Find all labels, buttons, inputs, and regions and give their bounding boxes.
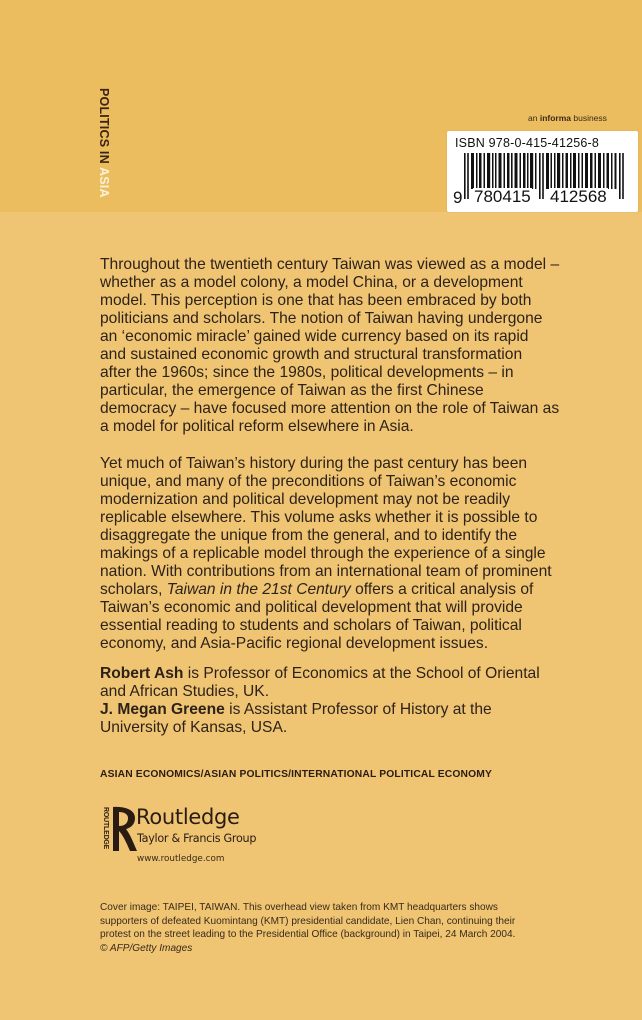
text-line: nation. With contributions from an international team of prominent bbox=[100, 563, 552, 580]
tagline-brand: informa bbox=[539, 113, 571, 123]
text-line: economy, and Asia-Pacific regional development issues. bbox=[100, 635, 489, 652]
blurb-paragraph-2 bbox=[100, 455, 550, 653]
text-line: Throughout the twentieth century Taiwan was viewed as a model – bbox=[100, 256, 560, 273]
text-line: makings of a replicable model through the experience of a single bbox=[100, 545, 546, 562]
cover-image-credit bbox=[100, 901, 515, 955]
publisher-name: Routledge bbox=[136, 805, 240, 829]
publisher-tagline bbox=[528, 113, 607, 123]
author-bio-line: University of Kansas, USA. bbox=[100, 719, 288, 736]
author-bio-text: is Assistant Professor of History at the bbox=[224, 701, 492, 718]
text-fragment: scholars, bbox=[100, 581, 167, 598]
text-line: and sustained economic growth and structural transformation bbox=[100, 346, 523, 363]
series-title-part2: ASIA bbox=[97, 167, 111, 198]
author-name: Robert Ash bbox=[100, 665, 184, 682]
text-line: disaggregate the unique from the general, and to identify the bbox=[100, 527, 517, 544]
logo-vertical-text: ROUTLEDGE bbox=[102, 807, 109, 850]
text-line: essential reading to students and scholars of Taiwan, political bbox=[100, 617, 522, 634]
text-line-with-title bbox=[100, 581, 550, 599]
tagline-prefix: an bbox=[528, 113, 540, 123]
blurb-paragraph-1 bbox=[100, 256, 560, 436]
book-title: Taiwan in the 21st Century bbox=[166, 581, 351, 598]
subject-categories: ASIAN ECONOMICS/ASIAN POLITICS/INTERNATIONAL POLITICAL ECONOMY bbox=[100, 769, 493, 780]
credit-line: protest on the street leading to the Presidential Office (background) in Taipei, 24 March 2004. bbox=[100, 929, 516, 940]
text-line: an ‘economic miracle’ gained wide currency based on its rapid bbox=[100, 328, 529, 345]
author-bio-line: and African Studies, UK. bbox=[100, 683, 270, 700]
credit-line: supporters of defeated Kuomintang (KMT) presidential candidate, Lien Chan, continuing their bbox=[100, 915, 516, 927]
text-line: Yet much of Taiwan’s history during the past century has been bbox=[100, 455, 528, 472]
text-line: democracy – have focused more attention on the role of Taiwan as bbox=[100, 400, 560, 417]
text-line: modernization and political development may not be readily bbox=[100, 491, 511, 508]
credit-line: Cover image: TAIPEI, TAIWAN. This overhead view taken from KMT headquarters shows bbox=[100, 902, 498, 913]
author-bios bbox=[100, 665, 550, 737]
ean-right-digits: 412568 bbox=[550, 187, 607, 206]
series-title-part1: POLITICS IN bbox=[97, 88, 111, 168]
publisher-url[interactable]: www.routledge.com bbox=[137, 854, 225, 864]
isbn-label: ISBN 978-0-415-41256-8 bbox=[455, 136, 600, 150]
text-line: model. This perception is one that has been embraced by both bbox=[100, 292, 532, 309]
publisher-group: Taylor & Francis Group bbox=[137, 832, 257, 845]
photo-copyright: © AFP/Getty Images bbox=[100, 942, 193, 954]
text-line: a model for political reform elsewhere in Asia. bbox=[100, 418, 414, 435]
author-bio-text: is Professor of Economics at the School of Oriental bbox=[183, 665, 540, 682]
text-fragment: offers a critical analysis of bbox=[350, 581, 534, 598]
text-line: particular, the emergence of Taiwan as the first Chinese bbox=[100, 382, 484, 399]
text-line: Taiwan’s economic and political development that will provide bbox=[100, 599, 523, 616]
text-line: politicians and scholars. The notion of Taiwan having undergone bbox=[100, 310, 543, 327]
text-line: replicable elsewhere. This volume asks whether it is possible to bbox=[100, 509, 538, 526]
series-title-vertical bbox=[96, 88, 112, 200]
author-bio-line bbox=[100, 665, 550, 683]
ean-first-digit: 9 bbox=[453, 188, 463, 207]
tagline-suffix: business bbox=[571, 113, 607, 123]
isbn-barcode bbox=[447, 131, 638, 212]
author-name: J. Megan Greene bbox=[100, 701, 225, 718]
text-line: whether as a model colony, a model China, or a development bbox=[100, 274, 523, 291]
text-line: after the 1960s; since the 1980s, political developments – in bbox=[100, 364, 514, 381]
text-line: unique, and many of the preconditions of Taiwan’s economic bbox=[100, 473, 517, 490]
ean-left-digits: 780415 bbox=[474, 187, 531, 206]
author-bio-line bbox=[100, 701, 550, 719]
